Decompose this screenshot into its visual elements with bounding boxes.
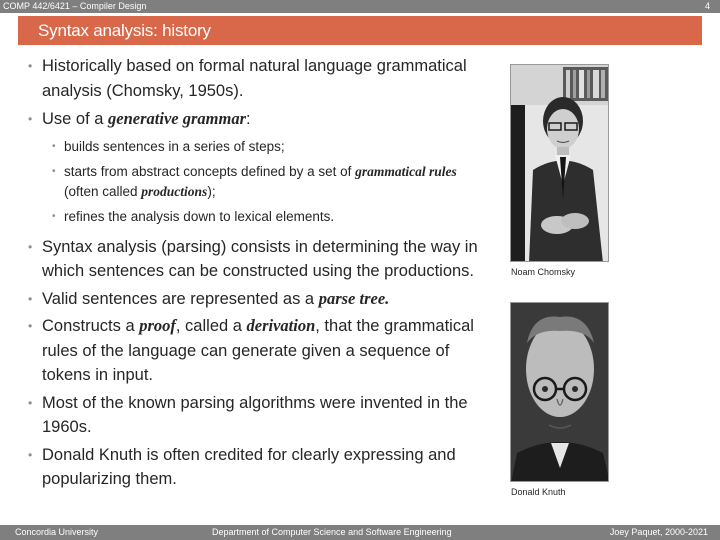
bullet-algorithms-1960s: [28, 391, 478, 440]
bullet-icon: •: [28, 59, 33, 73]
knuth-caption: Donald Knuth: [511, 487, 566, 497]
bullet-text-pre: Constructs a: [42, 317, 140, 335]
bullet-icon: •: [52, 140, 56, 152]
bullet-derivation: [28, 314, 478, 388]
footer-university: Concordia University: [15, 527, 99, 537]
sub-bullet-abstract-concepts: [52, 162, 478, 201]
slide-title-bar: [18, 16, 702, 45]
bullet-text: Syntax analysis (parsing) consists in determining the way in which sentences can be constructed using the productions.: [42, 237, 478, 280]
term-derivation: derivation: [246, 316, 316, 335]
bullet-generative-grammar: [28, 107, 478, 132]
page-number: 4: [704, 1, 710, 11]
bullet-text: Most of the known parsing algorithms were invented in the 1960s.: [42, 393, 468, 436]
bullet-history: [28, 54, 478, 103]
noam-chomsky-photo: [510, 64, 609, 262]
bullet-parse-tree: [28, 287, 478, 312]
bullet-text: Historically based on formal natural language grammatical analysis (Chomsky, 1950s).: [42, 57, 467, 100]
sub-bullet-text: refines the analysis down to lexical elements.: [64, 209, 335, 224]
term-generative-grammar: generative grammar: [108, 109, 246, 128]
slide-content: [28, 54, 478, 492]
portrait-icon: [511, 65, 609, 262]
footer-author: Joey Paquet, 2000-2021: [609, 527, 708, 537]
sub-bullet-text: builds sentences in a series of steps;: [64, 138, 285, 154]
bullet-icon: •: [28, 239, 33, 254]
sub-bullet-text-post: );: [207, 183, 216, 199]
bullet-text-pre: Use of a: [42, 110, 109, 128]
bullet-icon: •: [28, 447, 33, 462]
portrait-icon: [511, 303, 609, 482]
bullet-icon: •: [52, 166, 56, 177]
footer-department: Department of Computer Science and Software Engineering: [212, 527, 452, 537]
sub-bullet-steps: [52, 137, 478, 157]
bullet-text: Donald Knuth is often credited for clearly expressing and popularizing them.: [42, 445, 456, 488]
sub-bullet-lexical: [52, 207, 478, 227]
bullet-text-pre: Valid sentences are represented as a: [42, 289, 319, 308]
donald-knuth-photo: [510, 302, 609, 482]
term-grammatical-rules: grammatical rules: [355, 164, 457, 179]
bullet-text-mid: , called a: [175, 317, 247, 335]
header-bar: [0, 0, 720, 13]
bullet-knuth: [28, 443, 478, 492]
bullet-icon: •: [52, 211, 56, 222]
bullet-icon: •: [28, 291, 33, 306]
term-proof: proof: [139, 316, 176, 335]
footer-bar: [0, 525, 720, 540]
bullet-text-post: :: [246, 110, 251, 128]
bullet-icon: •: [28, 319, 33, 333]
bullet-icon: •: [28, 395, 33, 410]
sub-bullet-text-pre: starts from abstract concepts defined by a set of: [64, 164, 356, 179]
chomsky-caption: Noam Chomsky: [511, 267, 576, 277]
bullet-text-post: , that the grammatical rules of the language can generate given a sequence of tokens in input.: [42, 317, 474, 384]
bullet-icon: •: [28, 112, 33, 126]
term-productions: productions: [141, 183, 208, 199]
sub-bullet-text-mid: (often called: [64, 183, 142, 199]
bullet-parsing-definition: [28, 235, 478, 284]
course-name: COMP 442/6421 – Compiler Design: [3, 1, 147, 11]
term-parse-tree: parse tree.: [318, 288, 390, 308]
slide-title: Syntax analysis: history: [38, 21, 211, 40]
